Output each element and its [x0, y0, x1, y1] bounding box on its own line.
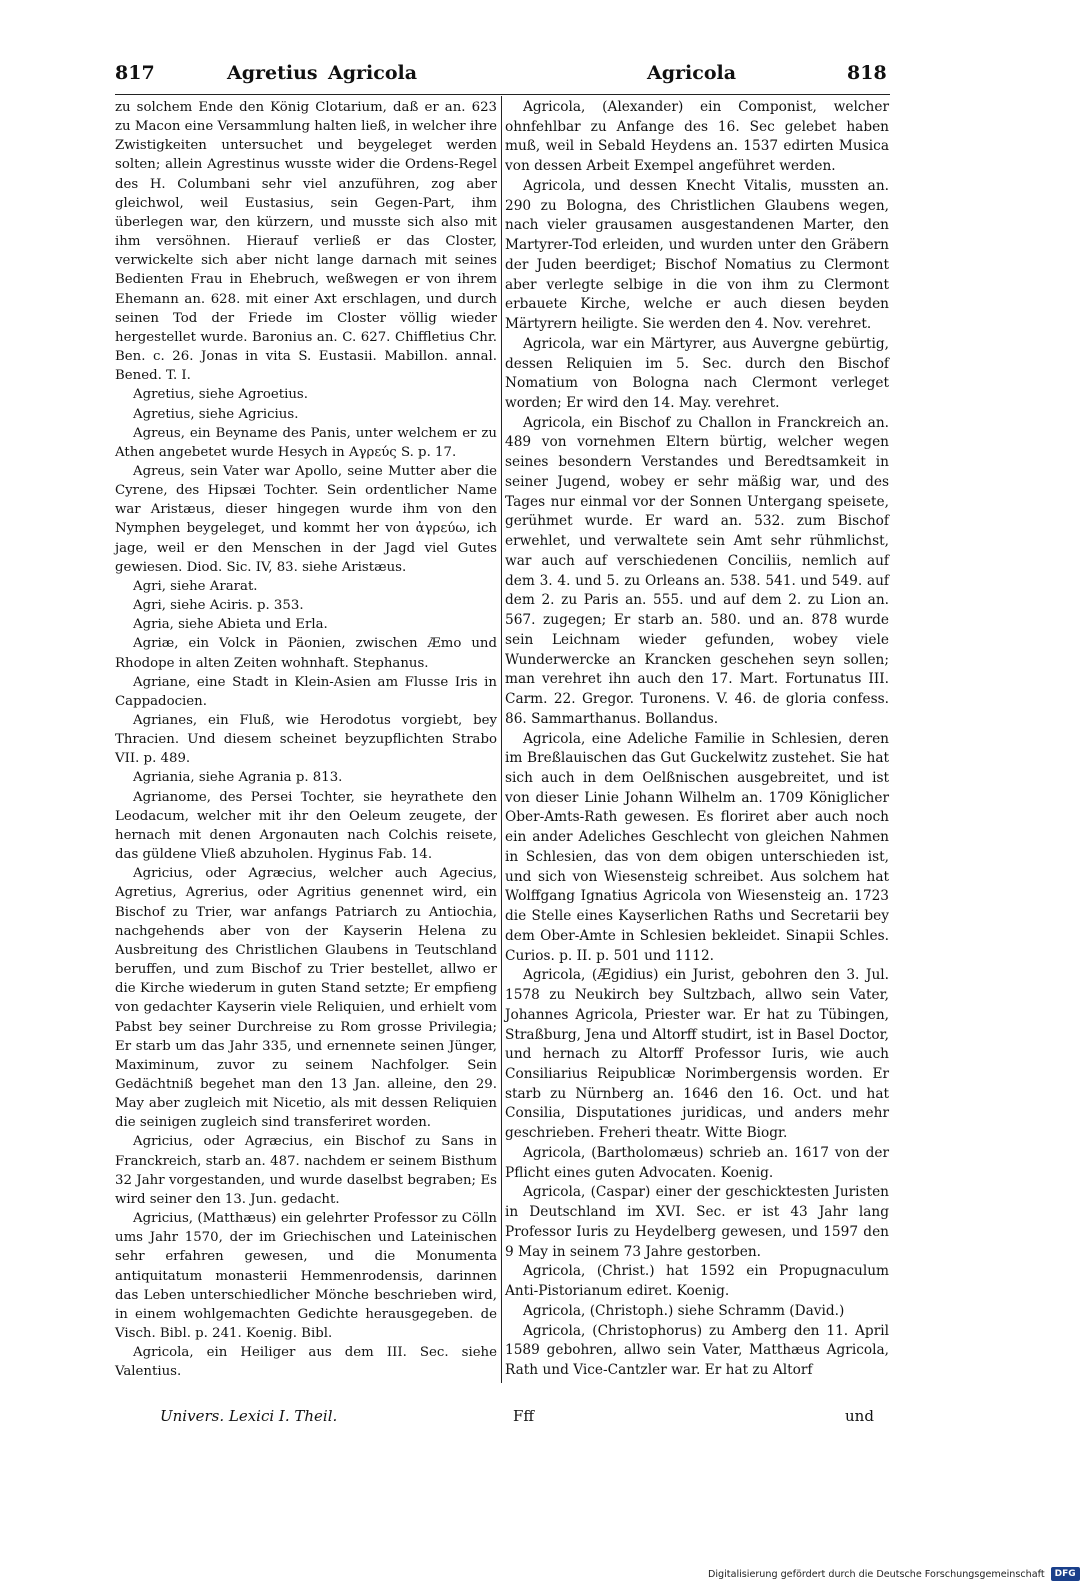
lexicon-entry: Agricius, oder Agræcius, welcher auch Agecius, Agretius, Agrerius, oder Agritius genennet wird, ein Bischof zu Trier, war anfangs Patriarch zu Antiochia, nachgehends aber von der Kayserin Helena zu Ausbreitung des Christlichen Glaubens in Teutschland beruffen, und zum Bischof zu Trier bestellet, allwo er die Kirche wiederum in guten Stand setzte; Er empfieng von gedachter Kayserin viele Reliquien, und erhielt vom Pabst bey seiner Durchreise zu Rom grosse Privilegia; Er starb um das Jahr 335, und ernennete seinen Jünger, Maximinum, zuvor zu seinem Nachfolger. Sein Gedächtniß begehet man den 13 Jan. alleine, den 29. May aber zugleich mit Nicetio, als mit dessen Reliquien die seinigen zugleich sind transferiret worden.: [115, 866, 497, 1131]
header-rule: [115, 94, 890, 95]
lexicon-entry: Agricola, ein Heiliger aus dem III. Sec. siehe Valentius.: [115, 1345, 497, 1380]
footer-sheet-mark: Fff: [513, 1407, 535, 1425]
page-number-left: 817: [115, 62, 155, 84]
lexicon-entry: Agricola, (Alexander) ein Componist, welcher ohnfehlbar zu Anfange des 16. Sec gelebet haben muß, weil in Sebald Heydens an. 1537 edirten Musica von dessen Arbeit Exempel angeführet werden.: [505, 99, 889, 175]
lexicon-entry: Agriane, eine Stadt in Klein-Asien am Flusse Iris in Cappadocien.: [115, 674, 497, 709]
lexicon-entry: Agretius, siehe Agroetius.: [133, 387, 308, 403]
lexicon-entry: Agricius, oder Agræcius, ein Bischof zu Sans in Franckreich, starb an. 487. nachdem er seinem Bisthum 32 Jahr vorgestanden, und wurde daselbst begraben; Es wird seiner den 13. Jun. gedacht.: [115, 1134, 497, 1207]
lexicon-entry: Agria, siehe Abieta und Erla.: [133, 617, 328, 633]
lexicon-entry: Agriania, siehe Agrania p. 813.: [133, 770, 343, 786]
lexicon-entry: Agricola, (Christophorus) zu Amberg den 11. April 1589 gebohren, allwo sein Vater, Matthæus Agricola, Rath und Vice-Cantzler war. Er hat zu Altorf: [505, 1322, 889, 1378]
left-column: [115, 98, 497, 1381]
right-column: [505, 98, 889, 1381]
lexicon-entry: Agrianome, des Persei Tochter, sie heyrathete den Leodacum, welcher mit ihr den Oeleum zeugete, der hernach mit denen Argonauten nach Colchis reisete, das güldene Vließ abzuholen. Hyginus Fab. 14.: [115, 789, 497, 863]
header-word-agricola-right: Agricola: [647, 62, 737, 84]
page-footer: [115, 1407, 890, 1433]
footer-catchword: und: [845, 1407, 874, 1425]
lexicon-entry: Agriæ, ein Volck in Päonien, zwischen Æmo und Rhodope in alten Zeiten wohnhaft. Stephanus.: [115, 636, 497, 671]
lexicon-entry: Agricola, ein Bischof zu Challon in Franckreich an. 489 von vornehmen Eltern bürtig, welcher wegen seines besondern Verstandes und Beredtsamkeit in seiner Jugend, wobey er sehr mäßig war, und des Tages nur einmal vor der Sonnen Untergang speisete, gerühmet wurde. Er ward an. 532. zum Bischof erwehlet, und verwaltete sein Amt sehr rühmlichst, war auch auf verschiedenen Conciliis, nemlich auf dem 3. 4. und 5. zu Orleans an. 538. 541. und 549. auf dem 2. zu Paris an. 555. und auf dem 2. zu Lion an. 567. zugegen; Er starb an. 580. und an. 878 wurde sein Leichnam wieder gefunden, wobey viele Wunderwercke an Krancken geschehen seyn sollen; man verehret ihn auch den 17. Mart. Fortunatus III. Carm. 22. Gregor. Turonens. V. 46. de gloria confess. 86. Sammarthanus. Bollandus.: [505, 414, 889, 727]
lexicon-entry: Agreus, sein Vater war Apollo, seine Mutter aber die Cyrene, des Hipsæi Tochter. Sein ordentlicher Name war Aristæus, dieser hingegen wurde ihm von den Nymphen beygeleget, und kommt her von ἀγρεύω, ich jage, weil er den Menschen in der Jagd viel Gutes gewiesen. Diod. Sic. IV, 83. siehe Aristæus.: [115, 463, 497, 575]
lexicon-entry: Agri, siehe Aciris. p. 353.: [133, 598, 304, 614]
lexicon-entry: Agrianes, ein Fluß, wie Herodotus vorgiebt, bey Thracien. Und diesem scheinet beyzupflichten Strabo VII. p. 489.: [115, 713, 497, 767]
lexicon-entry: Agricola, (Bartholomæus) schrieb an. 1617 von der Pflicht eines guten Advocaten. Koenig.: [505, 1144, 889, 1181]
lexicon-entry: zu solchem Ende den König Clotarium, daß er an. 623 zu Macon eine Versammlung halten ließ, in welcher ihre Zwistigkeiten untersuchet und beygeleget werden solten; allein Agrestinus wusste wider die Ordens-Regel des H. Columbani sehr viel anzuführen, zog aber gleichwol, weil Eustasius, sein Gegen-Part, ihm überlegen war, den kürzern, und musste sich also mit ihm versöhnen. Hierauf verließ er das Closter, verwickelte sich aber nicht lange darnach mit seines Bedienten Frau in Ehebruch, weßwegen er von ihrem Ehemann an. 628. mit einer Axt erschlagen, und durch seinen Tod der Friede im Closter völlig wieder hergestellet wurde. Baronius an. C. 627. Chiffletius Chr. Ben. c. 26. Jonas in vita S. Eustasii. Mabillon. annal. Bened. T. I.: [115, 100, 497, 384]
lexicon-entry: Agreus, ein Beyname des Panis, unter welchem er zu Athen angebetet wurde Hesych in Αγρεύς S. p. 17.: [115, 425, 497, 460]
lexicon-entry: Agricola, und dessen Knecht Vitalis, mussten an. 290 zu Bologna, des Christlichen Glaubens wegen, nach vieler grausamen ausgestandenen Marter, den Martyrer-Tod erleiden, und wurden unter den Gräbern der Juden beerdiget; Bischof Nomatius zu Clermont aber verlegte selbige in die von ihm zu Clermont erbauete Kirche, welche er auch diesen beyden Märtyrern heiligte. Sie werden den 4. Nov. verehret.: [505, 177, 889, 333]
digitization-banner: [708, 1564, 1076, 1584]
lexicon-entry: Agri, siehe Ararat.: [133, 578, 258, 594]
footer-signature: Univers. Lexici I. Theil.: [160, 1407, 338, 1425]
lexicon-entry: Agricola, war ein Märtyrer, aus Auvergne gebürtig, dessen Reliquien im 5. Sec. durch den Bischof Nomatium von Bologna nach Clermont verleget worden; Er wird den 14. May. verehret.: [505, 335, 889, 412]
page-header: [115, 62, 890, 92]
lexicon-entry: Agretius, siehe Agricius.: [133, 406, 299, 422]
lexicon-entry: Agricius, (Matthæus) ein gelehrter Professor zu Cölln ums Jahr 1570, der im Griechischen und Lateinischen sehr erfahren gewesen, und die Monumenta antiquitatum monasterii Hemmenrodensis, darinnen das Leben unterschiedlicher Mönche beschrieben wird, in einem wohlgemachten Gedichte herausgegeben. de Visch. Bibl. p. 241. Koenig. Bibl.: [115, 1211, 497, 1341]
dfg-logo-icon: DFG: [1051, 1567, 1080, 1581]
page-number-right: 818: [847, 62, 887, 84]
lexicon-entry: Agricola, (Caspar) einer der geschicktesten Juristen in Deutschland im XVI. Sec. er ist 43 Jahr lang Professor Iuris zu Heydelberg gewesen, und 1597 den 9 May in seinem 73 Jahre gestorben.: [505, 1184, 889, 1260]
lexicon-entry: Agricola, (Christoph.) siehe Schramm (David.): [523, 1302, 845, 1319]
header-word-agretius: Agretius: [227, 62, 318, 84]
lexicon-entry: Agricola, eine Adeliche Familie in Schlesien, deren im Breßlauischen das Gut Guckelwitz zustehet. Sie hat sich auch in dem Oelßnischen ausgebreitet, und ist von dieser Linie Johann Wilhelm an. 1709 Königlicher Ober-Amts-Rath gewesen. Es floriret aber auch noch ein ander Adeliches Geschlecht von gleichen Nahmen in Schlesien, das von dem obigen unterschieden ist, und sich von Wiesensteig schreibet. Aus solchem hat Wolffgang Ignatius Agricola von Wiesensteig an. 1723 die Stelle eines Kayserlichen Raths und Secretarii bey dem Ober-Amte in Schlesien bekleidet. Sinapii Schles. Curios. p. II. p. 501 und 1112.: [505, 730, 889, 964]
banner-text: Digitalisierung gefördert durch die Deutsche Forschungsgemeinschaft: [708, 1568, 1045, 1580]
lexicon-entry: Agricola, (Christ.) hat 1592 ein Propugnaculum Anti-Pistorianum ediret. Koenig.: [505, 1263, 889, 1300]
header-word-agricola-left: Agricola: [328, 62, 418, 84]
column-divider: [501, 96, 502, 1383]
lexicon-entry: Agricola, (Ægidius) ein Jurist, gebohren den 3. Jul. 1578 zu Neukirch bey Sultzbach, allwo sein Vater, Johannes Agricola, Priester war. Er hat zu Tübingen, Straßburg, Jena und Altorff studirt, ist in Basel Doctor, und hernach zu Altorff Professor Iuris, wie auch Consiliarius Reipublicæ Norimbergensis worden. Er starb zu Nürnberg an. 1646 den 16. Oct. und hat Consilia, Disputationes juridicas, und anders mehr geschrieben. Freheri theatr. Witte Biogr.: [505, 967, 889, 1142]
